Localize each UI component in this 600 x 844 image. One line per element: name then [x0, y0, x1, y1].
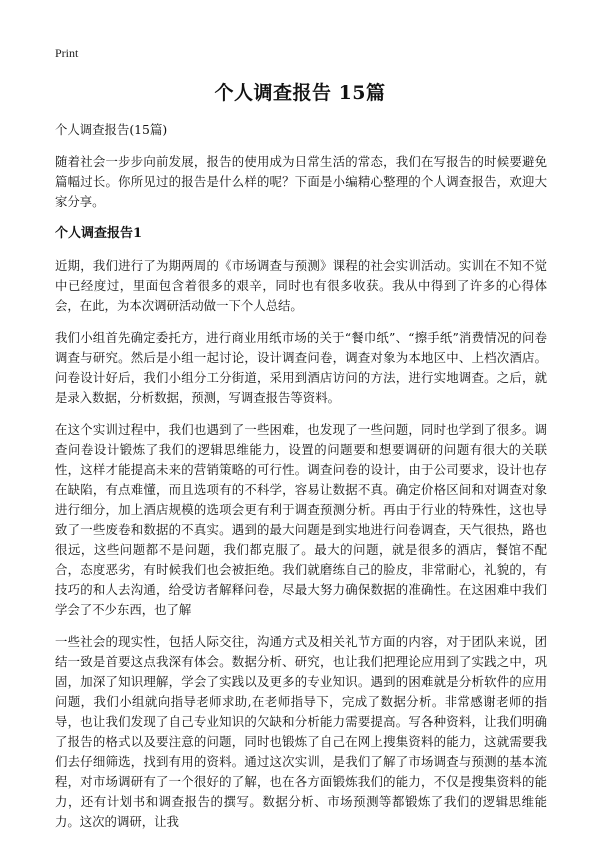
print-link[interactable]: Print — [55, 46, 79, 60]
paragraph: 一些社会的现实性，包括人际交往，沟通方式及相关礼节方面的内容，对于团队来说，团结一致是首要这点我深有体会。数据分析、研究，也让我们把理论应用到了实践之中，巩固，加深了知识理解，学会了实践以及更多的专业知识。遇到的困难就是分析软件的应用问题，我们小组就向指导老师求助,在老师指导下，完成了数据分析。非常感谢老师的指导，也让我们发现了自己专业知识的欠缺和分析能力需要提高。写各种资料，让我们明确了报告的格式以及要注意的问题，同时也锻炼了自己在网上搜集资料的能力，这就需要我们去仔细筛选，找到有用的资料。通过这次实训，是我们了解了市场调查与预测的基本流程，对市场调研有了一个很好的了解，也在各方面锻炼我们的能力，不仅是搜集资料的能力，还有计划书和调查报告的撰写。数据分析、市场预测等都锻炼了我们的逻辑思维能力。这次的调研，让我 — [55, 634, 547, 829]
document-subtitle: 个人调查报告(15篇) — [55, 122, 168, 137]
paragraph: 在这个实训过程中，我们也遇到了一些困难，也发现了一些问题，同时也学到了很多。调查问卷设计锻炼了我们的逻辑思维能力，设置的问题要和想要调研的问题有很大的关联性，这样才能提高未来的营销策略的可行性。调查问卷的设计，由于公司要求，设计也存在缺陷，有点难懂，而且选项有的不科学，容易让数据不真。确定价格区间和对调查对象进行细分，加上酒店规模的选项会更有利于调查预测分析。再由于行业的特殊性，这也导致了一些废卷和数据的不真实。遇到的最大问题是到实地进行问卷调查，天气很热，路也很远，这些问题都不是问题，我们都克服了。最大的问题，就是很多的酒店，餐馆不配合，态度恶劣，有时候我们也会被拒绝。我们就磨练自己的脸皮，非常耐心，礼貌的，有技巧的和人去沟通，给受访者解释问卷，尽最大努力确保数据的准确性。在这困难中我们学会了不少东西，也了解 — [55, 422, 547, 617]
paragraph: 我们小组首先确定委托方，进行商业用纸市场的关于“餐巾纸”、“擦手纸”消费情况的问卷调查与研究。然后是小组一起讨论，设计调查问卷，调查对象为本地区中、上档次酒店。问卷设计好后，我们小组分工分街道，采用到酒店访问的方法，进行实地调查。之后，就是录入数据，分析数据，预测，写调查报告等资料。 — [55, 330, 547, 405]
page-title: 个人调查报告 15篇 — [214, 82, 386, 104]
intro-paragraph: 随着社会一步步向前发展，报告的使用成为日常生活的常态，我们在写报告的时候要避免篇幅过长。你所见过的报告是什么样的呢？下面是小编精心整理的个人调查报告，欢迎大家分享。 — [55, 154, 547, 209]
document-body — [55, 120, 547, 844]
section-heading: 个人调查报告1 — [55, 226, 143, 241]
paragraph: 近期，我们进行了为期两周的《市场调查与预测》课程的社会实训活动。实训在不知不觉中已经度过，里面包含着很多的艰辛，同时也有很多收获。我从中得到了许多的心得体会，在此，为本次调研活动做一下个人总结。 — [55, 258, 547, 313]
